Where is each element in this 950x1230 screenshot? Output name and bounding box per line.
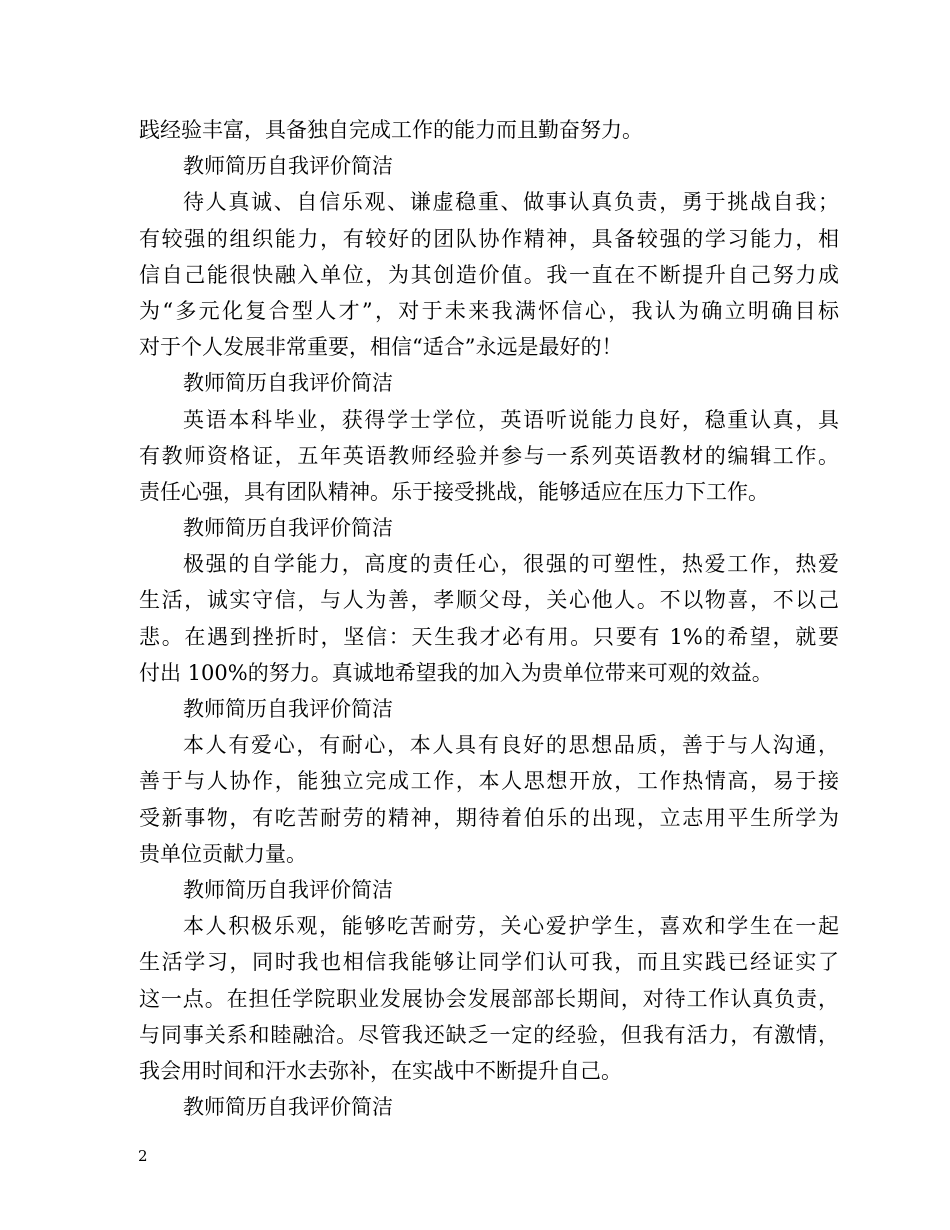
paragraph-line: 有较强的组织能力，有较好的团队协作精神，具备较强的学习能力，相 [139, 226, 839, 251]
paragraph-line: 本人有爱心，有耐心，本人具有良好的思想品质，善于与人沟通， [183, 733, 839, 758]
paragraph-line: 善于与人协作，能独立完成工作，本人思想开放，工作热情高，易于接 [139, 769, 839, 794]
page-number: 2 [138, 1147, 148, 1165]
paragraph-line: 生活，诚实守信，与人为善，孝顺父母，关心他人。不以物喜，不以己 [139, 588, 839, 613]
paragraph-line: 与同事关系和睦融洽。尽管我还缺乏一定的经验，但我有活力，有激情， [139, 1022, 839, 1047]
paragraph-line: 付出 100%的努力。真诚地希望我的加入为贵单位带来可观的效益。 [139, 660, 773, 685]
section-heading: 教师简历自我评价简洁 [183, 1095, 393, 1120]
section-heading: 教师简历自我评价简洁 [183, 371, 393, 396]
paragraph-line: 我会用时间和汗水去弥补，在实战中不断提升自己。 [139, 1058, 622, 1083]
section-heading: 教师简历自我评价简洁 [183, 154, 393, 179]
paragraph-line: 对于个人发展非常重要，相信“适合”永远是最好的！ [139, 335, 623, 360]
paragraph-line: 为“多元化复合型人才”，对于未来我满怀信心，我认为确立明确目标 [139, 298, 839, 323]
document-body [139, 112, 839, 1125]
paragraph-line: 生活学习，同时我也相信我能够让同学们认可我，而且实践已经证实了 [139, 950, 839, 975]
paragraph-line: 贵单位贡献力量。 [139, 841, 307, 866]
paragraph-line: 悲。在遇到挫折时，坚信：天生我才必有用。只要有 1%的希望，就要 [139, 624, 839, 649]
paragraph-line: 极强的自学能力，高度的责任心，很强的可塑性，热爱工作，热爱 [183, 552, 839, 577]
paragraph-line: 责任心强，具有团队精神。乐于接受挑战，能够适应在压力下工作。 [139, 479, 769, 504]
section-heading: 教师简历自我评价简洁 [183, 697, 393, 721]
section-heading: 教师简历自我评价简洁 [183, 877, 393, 902]
paragraph-line: 待人真诚、自信乐观、谦虚稳重、做事认真负责，勇于挑战自我； [183, 190, 839, 215]
paragraph-line: 践经验丰富，具备独自完成工作的能力而且勤奋努力。 [139, 118, 643, 142]
paragraph-line: 这一点。在担任学院职业发展协会发展部部长期间，对待工作认真负责， [139, 986, 839, 1011]
paragraph-line: 有教师资格证，五年英语教师经验并参与一系列英语教材的编辑工作。 [139, 443, 839, 468]
section-heading: 教师简历自我评价简洁 [183, 516, 393, 541]
paragraph-line: 受新事物，有吃苦耐劳的精神，期待着伯乐的出现，立志用平生所学为 [139, 805, 839, 830]
paragraph-line: 英语本科毕业，获得学士学位，英语听说能力良好，稳重认真，具 [183, 407, 839, 432]
paragraph-line: 信自己能很快融入单位，为其创造价值。我一直在不断提升自己努力成 [139, 262, 839, 287]
paragraph-line: 本人积极乐观，能够吃苦耐劳，关心爱护学生，喜欢和学生在一起 [183, 914, 839, 939]
